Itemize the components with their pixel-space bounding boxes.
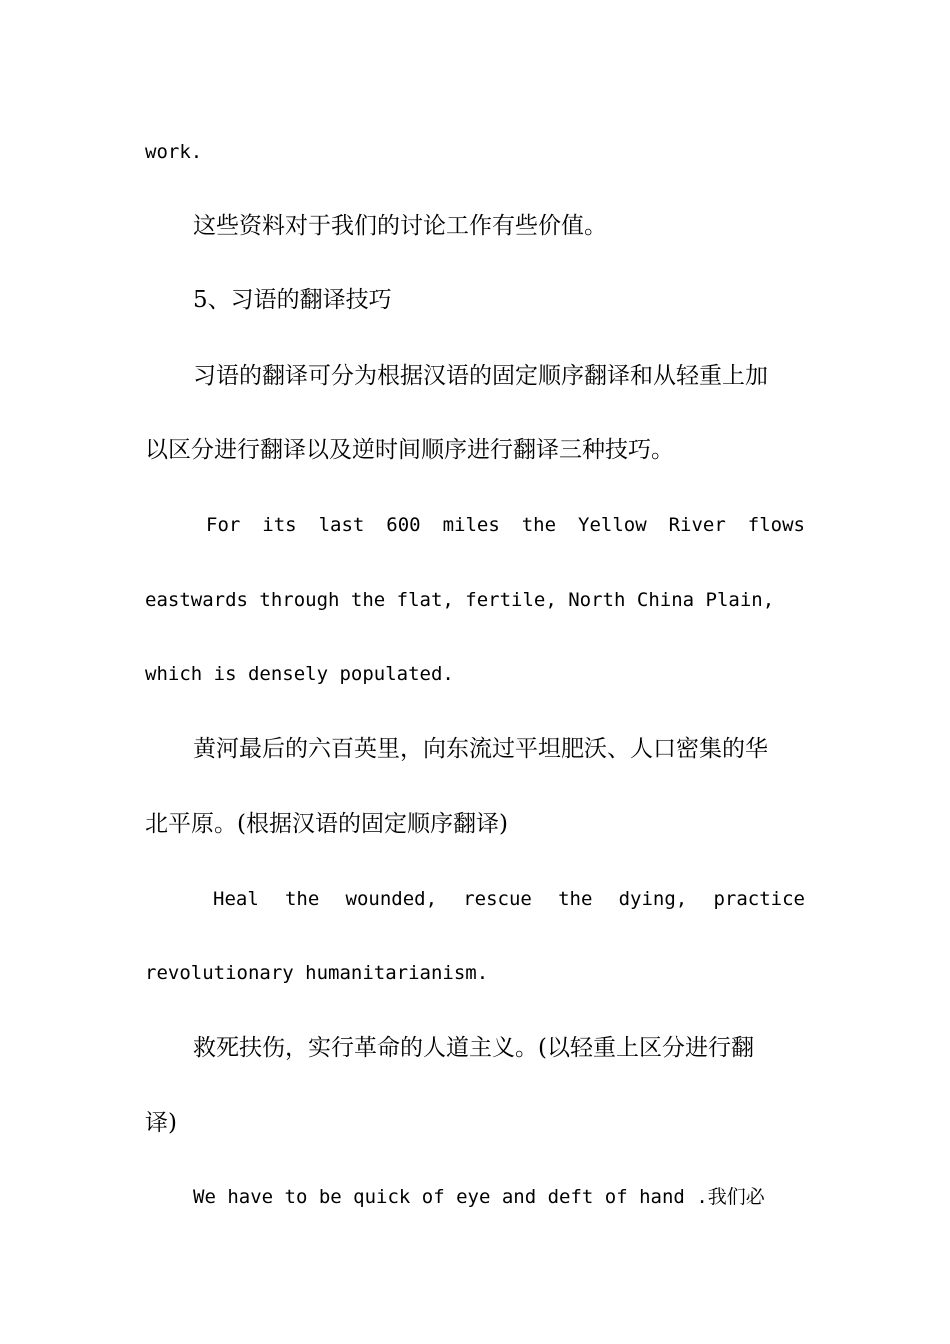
text-line [213,884,805,914]
word: 600 [386,514,421,536]
text-line [206,510,805,540]
word: rescue [463,888,532,910]
text-line: 习语的翻译可分为根据汉语的固定顺序翻译和从轻重上加 [193,363,768,389]
text-line: 这些资料对于我们的讨论工作有些价值。 [193,213,607,239]
text-line: We have to be quick of eye and deft of hand .我们必 [193,1186,765,1208]
word: wounded, [345,888,438,910]
text-line: 救死扶伤，实行革命的人道主义。(以轻重上区分进行翻 [193,1035,754,1061]
section-heading: 5、习语的翻译技巧 [193,287,392,313]
word: the [521,514,557,536]
word: Heal [213,888,259,910]
word: the [284,888,320,910]
word: For [206,514,241,536]
word: practice [713,888,805,910]
text-line: 以区分进行翻译以及逆时间顺序进行翻译三种技巧。 [145,437,674,463]
text-line: work. [145,141,203,163]
text-line: eastwards through the flat, fertile, North China Plain, [145,589,775,611]
text-line: 北平原。(根据汉语的固定顺序翻译) [145,811,508,837]
text-line: which is densely populated. [145,663,454,685]
word: River [668,514,726,536]
text-line: revolutionary humanitarianism. [145,962,489,984]
word: miles [442,514,500,536]
word: Yellow [578,514,647,536]
word: last [318,514,365,536]
word: its [262,514,297,536]
word: dying, [618,888,688,910]
word: flows [747,514,805,536]
text-line: 译) [145,1110,177,1136]
text-line: 黄河最后的六百英里，向东流过平坦肥沃、人口密集的华 [193,736,768,762]
word: the [558,888,593,910]
